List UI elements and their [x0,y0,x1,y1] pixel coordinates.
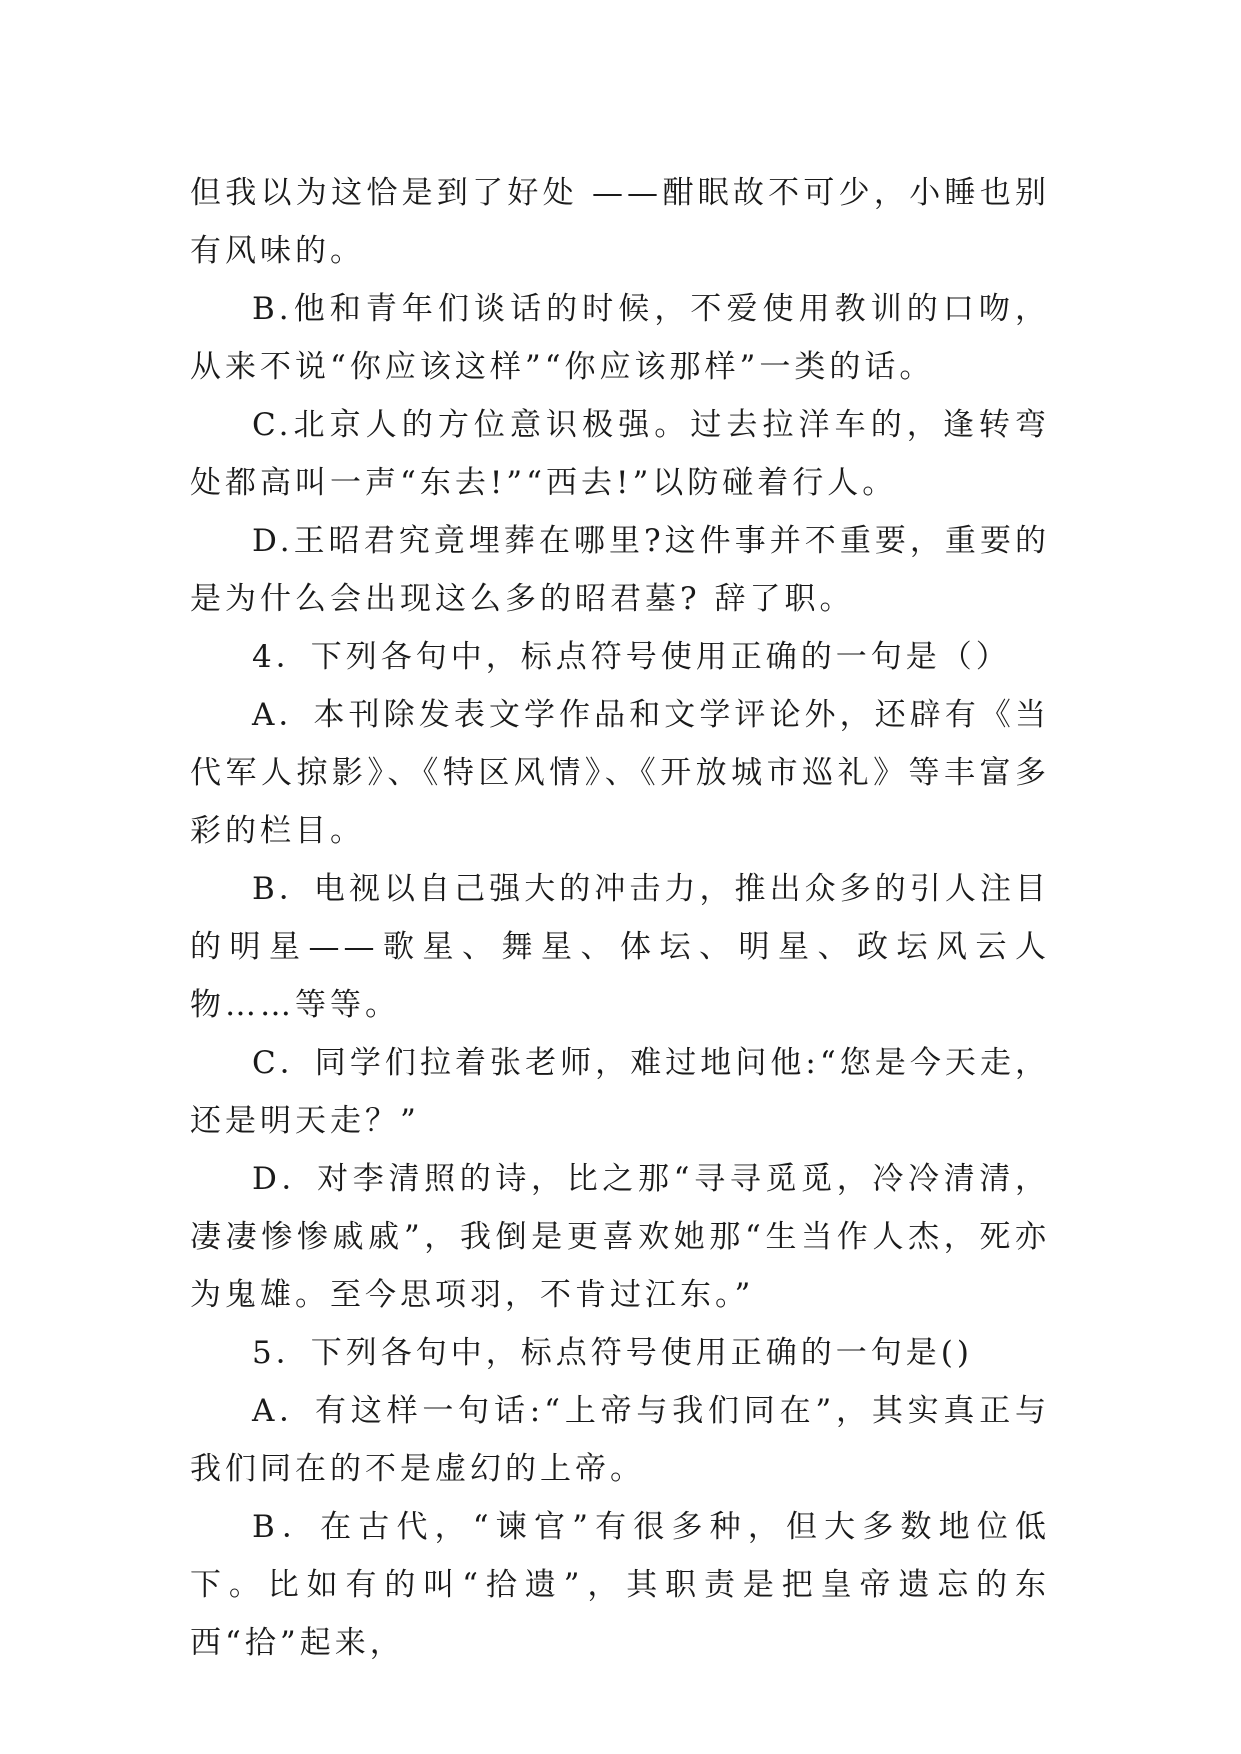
paragraph-option-c: C.北京人的方位意识极强。过去拉洋车的，逢转弯处都高叫一声“东去!”“西去!”以防碰着行人。 [190,407,1050,501]
document-body [190,164,1050,1672]
question-4-option-b: B．电视以自己强大的冲击力，推出众多的引人注目的明星——歌星、舞星、体坛、明星、政坛风云人物……等等。 [190,871,1050,1023]
paragraph-continuation: 但我以为这恰是到了好处 ——酣眠故不可少，小睡也别有风味的。 [190,175,1050,269]
question-5-stem: 5．下列各句中，标点符号使用正确的一句是() [252,1335,973,1371]
paragraph-option-b: B.他和青年们谈话的时候，不爱使用教训的口吻，从来不说“你应该这样”“你应该那样”一类的话。 [190,291,1050,385]
question-4-option-d: D．对李清照的诗，比之那“寻寻觅觅，冷冷清清，凄凄惨惨戚戚”，我倒是更喜欢她那“生当作人杰，死亦为鬼雄。至今思项羽，不肯过江东。” [190,1161,1050,1313]
question-4-stem: 4．下列各句中，标点符号使用正确的一句是（） [252,639,1011,675]
question-5-option-b: B．在古代，“谏官”有很多种，但大多数地位低下。比如有的叫“拾遗”，其职责是把皇帝遗忘的东西“拾”起来， [190,1509,1050,1661]
question-5-option-a: A．有这样一句话:“上帝与我们同在”，其实真正与我们同在的不是虚幻的上帝。 [190,1393,1050,1487]
question-4-option-a: A．本刊除发表文学作品和文学评论外，还辟有《当代军人掠影》、《特区风情》、《开放城市巡礼》等丰富多彩的栏目。 [190,697,1050,849]
question-4-option-c: C．同学们拉着张老师，难过地问他:“您是今天走，还是明天走？” [190,1045,1050,1139]
paragraph-option-d: D.王昭君究竟埋葬在哪里?这件事并不重要，重要的是为什么会出现这么多的昭君墓? 辞了职。 [190,523,1050,617]
